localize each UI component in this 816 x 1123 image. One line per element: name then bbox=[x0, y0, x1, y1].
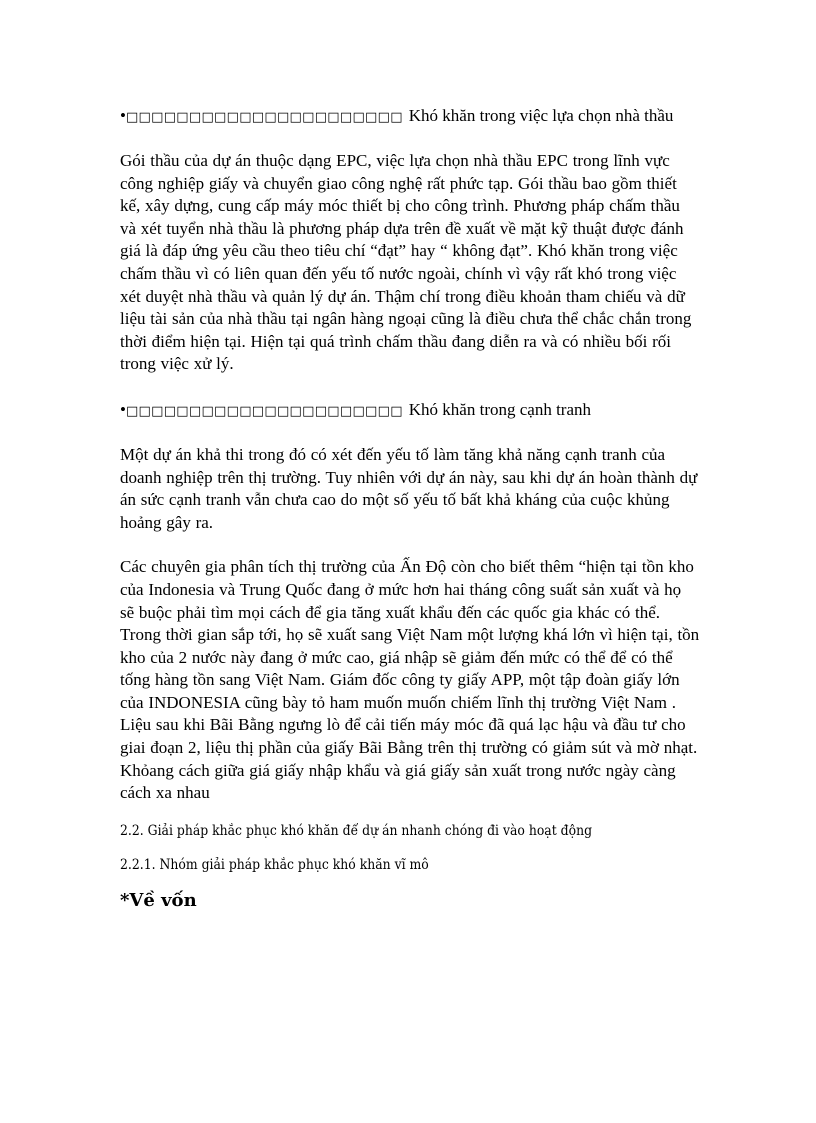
heading-ve-von: *Về vốn bbox=[120, 889, 197, 911]
bullet-heading-competition bbox=[120, 398, 700, 424]
missing-glyph-boxes: □□□□□□□□□□□□□□□□□□□□□□ bbox=[125, 110, 403, 125]
document-body bbox=[120, 104, 700, 913]
bullet-icon: • bbox=[120, 106, 126, 125]
paragraph-market-analysis: Các chuyên gia phân tích thị trường của Ấn Độ còn cho biết thêm “hiện tại tồn kho của Indonesia và Trung Quốc đang ở mức hơn hai tháng công suất sản xuất và họ sẽ buộc phải tìm mọi cách để gia tăng xuất khẩu đến các quốc gia khác có thể. Trong thời gian sắp tới, họ sẽ xuất sang Việt Nam một lượng khá lớn vì hiện tại, tồn kho của 2 nước này đang ở mức cao, giá nhập sẽ giảm đến mức có thể để có thể tống hàng tồn sang Việt Nam. Giám đốc công ty giấy APP, một tập đoàn giấy lớn của INDONESIA cũng bày tỏ ham muốn muốn chiếm lĩnh thị trường Việt Nam . Liệu sau khi Bãi Bằng ngưng lò để cải tiến máy móc đã quá lạc hậu và đầu tư cho giai đoạn 2, liệu thị phần của giấy Bãi Bằng trên thị trường có giảm sút và mờ nhạt. Khỏang cách giữa giá giấy nhập khẩu và giá giấy sản xuất trong nước ngày càng cách xa nhau bbox=[120, 557, 700, 803]
section-heading-2-2-1: 2.2.1. Nhóm giải pháp khắc phục khó khăn vĩ mô bbox=[120, 856, 429, 873]
bullet-heading-text: Khó khăn trong việc lựa chọn nhà thầu bbox=[408, 106, 674, 125]
paragraph-competitiveness: Một dự án khả thi trong đó có xét đến yếu tố làm tăng khả năng cạnh tranh của doanh nghiệp trên thị trường. Tuy nhiên với dự án này, sau khi dự án hoàn thành dự án sức cạnh tranh vẫn chưa cao do một số yếu tố bất khả kháng của cuộc khủng hoảng gây ra. bbox=[120, 444, 698, 532]
section-heading-2-2: 2.2. Giải pháp khắc phục khó khăn để dự án nhanh chóng đi vào hoạt động bbox=[120, 822, 593, 839]
bullet-heading-contractor bbox=[120, 104, 700, 130]
bullet-heading-text: Khó khăn trong cạnh tranh bbox=[408, 399, 592, 419]
paragraph-contractor-selection: Gói thầu của dự án thuộc dạng EPC, việc lựa chọn nhà thầu EPC trong lĩnh vực công nghiệp giấy và chuyển giao công nghệ rất phức tạp. Gói thầu bao gồm thiết kế, xây dựng, cung cấp máy móc thiết bị cho công trình. Phương pháp chấm thầu và xét tuyển nhà thầu là phương pháp dựa trên đề xuất về mặt kỹ thuật được đánh giá là đáp ứng yêu cầu theo tiêu chí “đạt” hay “ không đạt”. Khó khăn trong việc chấm thầu vì có liên quan đến yếu tố nước ngoài, chính vì vậy rất khó trong việc xét duyệt nhà thầu và quản lý dự án. Thậm chí trong điều khoản tham chiếu và dữ liệu tài sản của nhà thầu tại ngân hàng ngoại cũng là điều chưa thể chắc chắn trong thời điểm hiện tại. Hiện tại quá trình chấm thầu đang diễn ra và có nhiều bối rối trong việc xử lý. bbox=[120, 151, 692, 374]
bullet-icon: • bbox=[120, 399, 126, 419]
missing-glyph-boxes: □□□□□□□□□□□□□□□□□□□□□□ bbox=[125, 403, 403, 419]
